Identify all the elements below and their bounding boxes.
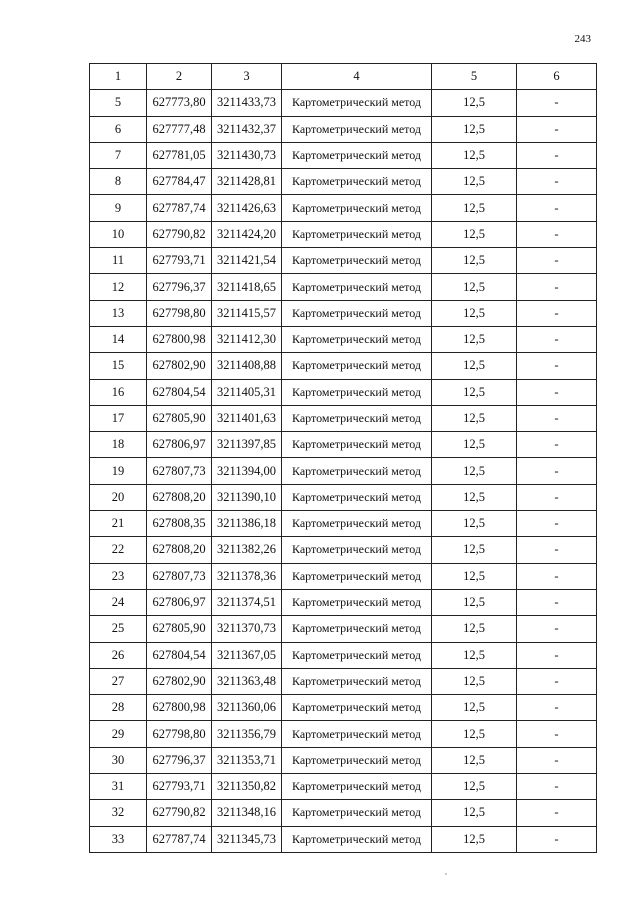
table-row [90, 458, 597, 484]
accuracy-cell: 12,5 [432, 300, 517, 326]
x-coordinate-cell: 627798,80 [147, 721, 212, 747]
table-row [90, 800, 597, 826]
method-cell: Картометрический метод [282, 248, 432, 274]
accuracy-cell: 12,5 [432, 642, 517, 668]
header-cell-3: 3 [212, 64, 282, 90]
table-body [90, 90, 597, 853]
y-coordinate-cell: 3211430,73 [212, 142, 282, 168]
y-coordinate-cell: 3211378,36 [212, 563, 282, 589]
accuracy-cell: 12,5 [432, 90, 517, 116]
note-cell: - [517, 537, 597, 563]
accuracy-cell: 12,5 [432, 563, 517, 589]
accuracy-cell: 12,5 [432, 195, 517, 221]
accuracy-cell: 12,5 [432, 774, 517, 800]
method-cell: Картометрический метод [282, 379, 432, 405]
table-row [90, 353, 597, 379]
note-cell: - [517, 563, 597, 589]
note-cell: - [517, 511, 597, 537]
table-row [90, 563, 597, 589]
point-number-cell: 33 [90, 826, 147, 852]
method-cell: Картометрический метод [282, 90, 432, 116]
table-row [90, 379, 597, 405]
point-number-cell: 27 [90, 668, 147, 694]
y-coordinate-cell: 3211433,73 [212, 90, 282, 116]
table-row [90, 826, 597, 852]
note-cell: - [517, 747, 597, 773]
method-cell: Картометрический метод [282, 353, 432, 379]
x-coordinate-cell: 627802,90 [147, 668, 212, 694]
y-coordinate-cell: 3211418,65 [212, 274, 282, 300]
x-coordinate-cell: 627805,90 [147, 405, 212, 431]
x-coordinate-cell: 627796,37 [147, 747, 212, 773]
note-cell: - [517, 248, 597, 274]
accuracy-cell: 12,5 [432, 221, 517, 247]
point-number-cell: 17 [90, 405, 147, 431]
point-number-cell: 23 [90, 563, 147, 589]
method-cell: Картометрический метод [282, 511, 432, 537]
x-coordinate-cell: 627793,71 [147, 774, 212, 800]
method-cell: Картометрический метод [282, 142, 432, 168]
y-coordinate-cell: 3211394,00 [212, 458, 282, 484]
x-coordinate-cell: 627796,37 [147, 274, 212, 300]
header-cell-6: 6 [517, 64, 597, 90]
note-cell: - [517, 379, 597, 405]
x-coordinate-cell: 627807,73 [147, 563, 212, 589]
accuracy-cell: 12,5 [432, 326, 517, 352]
x-coordinate-cell: 627800,98 [147, 695, 212, 721]
accuracy-cell: 12,5 [432, 248, 517, 274]
method-cell: Картометрический метод [282, 826, 432, 852]
method-cell: Картометрический метод [282, 800, 432, 826]
table-row [90, 747, 597, 773]
method-cell: Картометрический метод [282, 721, 432, 747]
x-coordinate-cell: 627790,82 [147, 800, 212, 826]
y-coordinate-cell: 3211386,18 [212, 511, 282, 537]
point-number-cell: 30 [90, 747, 147, 773]
note-cell: - [517, 774, 597, 800]
x-coordinate-cell: 627793,71 [147, 248, 212, 274]
method-cell: Картометрический метод [282, 169, 432, 195]
method-cell: Картометрический метод [282, 116, 432, 142]
x-coordinate-cell: 627804,54 [147, 642, 212, 668]
accuracy-cell: 12,5 [432, 432, 517, 458]
accuracy-cell: 12,5 [432, 484, 517, 510]
accuracy-cell: 12,5 [432, 668, 517, 694]
note-cell: - [517, 432, 597, 458]
table-row [90, 589, 597, 615]
method-cell: Картометрический метод [282, 195, 432, 221]
y-coordinate-cell: 3211432,37 [212, 116, 282, 142]
y-coordinate-cell: 3211350,82 [212, 774, 282, 800]
method-cell: Картометрический метод [282, 432, 432, 458]
point-number-cell: 24 [90, 589, 147, 615]
x-coordinate-cell: 627787,74 [147, 195, 212, 221]
y-coordinate-cell: 3211345,73 [212, 826, 282, 852]
method-cell: Картометрический метод [282, 589, 432, 615]
note-cell: - [517, 195, 597, 221]
x-coordinate-cell: 627806,97 [147, 589, 212, 615]
x-coordinate-cell: 627777,48 [147, 116, 212, 142]
table-row [90, 721, 597, 747]
y-coordinate-cell: 3211390,10 [212, 484, 282, 510]
accuracy-cell: 12,5 [432, 721, 517, 747]
table-row [90, 116, 597, 142]
accuracy-cell: 12,5 [432, 747, 517, 773]
x-coordinate-cell: 627808,35 [147, 511, 212, 537]
y-coordinate-cell: 3211421,54 [212, 248, 282, 274]
method-cell: Картометрический метод [282, 458, 432, 484]
method-cell: Картометрический метод [282, 405, 432, 431]
y-coordinate-cell: 3211382,26 [212, 537, 282, 563]
x-coordinate-cell: 627784,47 [147, 169, 212, 195]
table-row [90, 221, 597, 247]
method-cell: Картометрический метод [282, 642, 432, 668]
header-cell-2: 2 [147, 64, 212, 90]
x-coordinate-cell: 627802,90 [147, 353, 212, 379]
point-number-cell: 7 [90, 142, 147, 168]
note-cell: - [517, 274, 597, 300]
table-row [90, 405, 597, 431]
method-cell: Картометрический метод [282, 300, 432, 326]
table-row [90, 511, 597, 537]
note-cell: - [517, 800, 597, 826]
note-cell: - [517, 695, 597, 721]
point-number-cell: 8 [90, 169, 147, 195]
table-row [90, 195, 597, 221]
accuracy-cell: 12,5 [432, 379, 517, 405]
table-row [90, 90, 597, 116]
y-coordinate-cell: 3211367,05 [212, 642, 282, 668]
x-coordinate-cell: 627787,74 [147, 826, 212, 852]
method-cell: Картометрический метод [282, 563, 432, 589]
accuracy-cell: 12,5 [432, 537, 517, 563]
accuracy-cell: 12,5 [432, 353, 517, 379]
table-row [90, 169, 597, 195]
table-row [90, 300, 597, 326]
accuracy-cell: 12,5 [432, 511, 517, 537]
accuracy-cell: 12,5 [432, 616, 517, 642]
table-row [90, 248, 597, 274]
note-cell: - [517, 484, 597, 510]
x-coordinate-cell: 627807,73 [147, 458, 212, 484]
x-coordinate-cell: 627798,80 [147, 300, 212, 326]
table-row [90, 537, 597, 563]
note-cell: - [517, 326, 597, 352]
accuracy-cell: 12,5 [432, 589, 517, 615]
y-coordinate-cell: 3211405,31 [212, 379, 282, 405]
accuracy-cell: 12,5 [432, 458, 517, 484]
point-number-cell: 32 [90, 800, 147, 826]
note-cell: - [517, 353, 597, 379]
table-row [90, 142, 597, 168]
point-number-cell: 6 [90, 116, 147, 142]
table-row [90, 326, 597, 352]
x-coordinate-cell: 627781,05 [147, 142, 212, 168]
scan-artifact-dot [445, 873, 447, 875]
table-row [90, 274, 597, 300]
table-row [90, 774, 597, 800]
y-coordinate-cell: 3211408,88 [212, 353, 282, 379]
table-row [90, 642, 597, 668]
method-cell: Картометрический метод [282, 221, 432, 247]
accuracy-cell: 12,5 [432, 142, 517, 168]
point-number-cell: 10 [90, 221, 147, 247]
point-number-cell: 22 [90, 537, 147, 563]
table-row [90, 432, 597, 458]
note-cell: - [517, 616, 597, 642]
x-coordinate-cell: 627808,20 [147, 537, 212, 563]
coordinates-table [89, 63, 597, 853]
point-number-cell: 29 [90, 721, 147, 747]
point-number-cell: 28 [90, 695, 147, 721]
accuracy-cell: 12,5 [432, 695, 517, 721]
point-number-cell: 12 [90, 274, 147, 300]
x-coordinate-cell: 627805,90 [147, 616, 212, 642]
x-coordinate-cell: 627808,20 [147, 484, 212, 510]
accuracy-cell: 12,5 [432, 826, 517, 852]
point-number-cell: 21 [90, 511, 147, 537]
point-number-cell: 13 [90, 300, 147, 326]
accuracy-cell: 12,5 [432, 169, 517, 195]
method-cell: Картометрический метод [282, 774, 432, 800]
x-coordinate-cell: 627800,98 [147, 326, 212, 352]
method-cell: Картометрический метод [282, 747, 432, 773]
point-number-cell: 20 [90, 484, 147, 510]
y-coordinate-cell: 3211424,20 [212, 221, 282, 247]
note-cell: - [517, 721, 597, 747]
note-cell: - [517, 589, 597, 615]
y-coordinate-cell: 3211374,51 [212, 589, 282, 615]
table-row [90, 484, 597, 510]
y-coordinate-cell: 3211397,85 [212, 432, 282, 458]
note-cell: - [517, 826, 597, 852]
note-cell: - [517, 458, 597, 484]
y-coordinate-cell: 3211426,63 [212, 195, 282, 221]
point-number-cell: 9 [90, 195, 147, 221]
header-cell-4: 4 [282, 64, 432, 90]
note-cell: - [517, 142, 597, 168]
y-coordinate-cell: 3211356,79 [212, 721, 282, 747]
header-cell-5: 5 [432, 64, 517, 90]
point-number-cell: 26 [90, 642, 147, 668]
point-number-cell: 18 [90, 432, 147, 458]
x-coordinate-cell: 627806,97 [147, 432, 212, 458]
point-number-cell: 14 [90, 326, 147, 352]
point-number-cell: 11 [90, 248, 147, 274]
point-number-cell: 31 [90, 774, 147, 800]
accuracy-cell: 12,5 [432, 800, 517, 826]
y-coordinate-cell: 3211415,57 [212, 300, 282, 326]
y-coordinate-cell: 3211428,81 [212, 169, 282, 195]
table-header-row [90, 64, 597, 90]
y-coordinate-cell: 3211412,30 [212, 326, 282, 352]
note-cell: - [517, 169, 597, 195]
x-coordinate-cell: 627790,82 [147, 221, 212, 247]
note-cell: - [517, 221, 597, 247]
point-number-cell: 25 [90, 616, 147, 642]
note-cell: - [517, 642, 597, 668]
table-row [90, 695, 597, 721]
method-cell: Картометрический метод [282, 274, 432, 300]
method-cell: Картометрический метод [282, 668, 432, 694]
y-coordinate-cell: 3211401,63 [212, 405, 282, 431]
note-cell: - [517, 116, 597, 142]
point-number-cell: 16 [90, 379, 147, 405]
method-cell: Картометрический метод [282, 537, 432, 563]
y-coordinate-cell: 3211353,71 [212, 747, 282, 773]
header-cell-1: 1 [90, 64, 147, 90]
method-cell: Картометрический метод [282, 484, 432, 510]
page-number: 243 [574, 33, 591, 45]
accuracy-cell: 12,5 [432, 274, 517, 300]
method-cell: Картометрический метод [282, 695, 432, 721]
method-cell: Картометрический метод [282, 616, 432, 642]
note-cell: - [517, 668, 597, 694]
y-coordinate-cell: 3211370,73 [212, 616, 282, 642]
table-row [90, 616, 597, 642]
table-row [90, 668, 597, 694]
point-number-cell: 15 [90, 353, 147, 379]
point-number-cell: 5 [90, 90, 147, 116]
x-coordinate-cell: 627773,80 [147, 90, 212, 116]
y-coordinate-cell: 3211360,06 [212, 695, 282, 721]
note-cell: - [517, 405, 597, 431]
note-cell: - [517, 300, 597, 326]
accuracy-cell: 12,5 [432, 116, 517, 142]
method-cell: Картометрический метод [282, 326, 432, 352]
accuracy-cell: 12,5 [432, 405, 517, 431]
x-coordinate-cell: 627804,54 [147, 379, 212, 405]
note-cell: - [517, 90, 597, 116]
y-coordinate-cell: 3211363,48 [212, 668, 282, 694]
point-number-cell: 19 [90, 458, 147, 484]
y-coordinate-cell: 3211348,16 [212, 800, 282, 826]
